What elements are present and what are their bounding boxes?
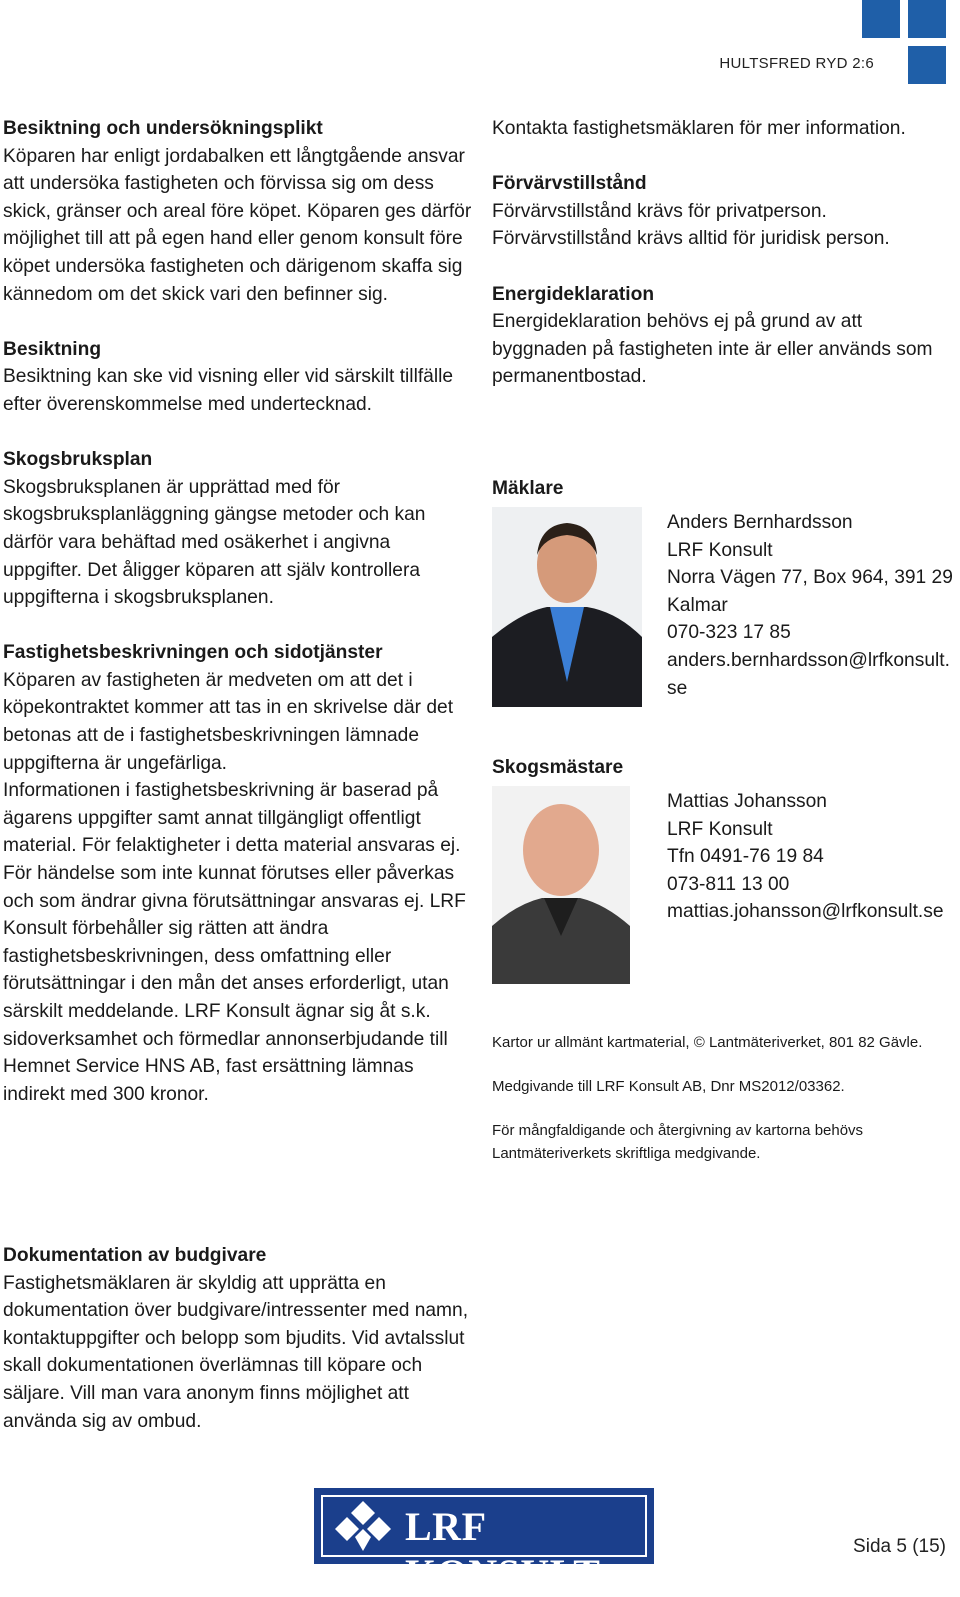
section-besiktning-undersokningsplikt — [3, 115, 473, 308]
agent-role: Mäklare — [492, 478, 564, 499]
agent-maklare — [492, 475, 954, 715]
agent-phone: Tfn 0491-76 19 84 — [667, 846, 824, 868]
map-license-notes — [492, 1031, 954, 1186]
corner-square-bottom-right — [908, 46, 946, 84]
contact-intro-text: Kontakta fastighetsmäklaren för mer information. — [492, 118, 906, 139]
section-fastighetsbeskrivningen — [3, 639, 473, 1108]
section-text: Besiktning kan ske vid visning eller vid särskilt tillfälle efter överenskommelse med undertecknad. — [3, 366, 454, 415]
section-heading: Fastighetsbeskrivningen och sidotjänster — [3, 642, 383, 664]
section-text: Köparen har enligt jordabalken ett långtgående ansvar att undersöka fastigheten och förvissa sig om dess skick, gränser och areal före köpet. Köparen ges därför möjlighet till att på egen hand eller genom konsult före köpet undersöka fastigheten och därigenom skaffa sig kännedom om det skick vari den befinner sig. — [3, 145, 472, 305]
right-column — [492, 115, 954, 419]
section-heading: Energideklaration — [492, 283, 655, 305]
logo-text: LRF KONSULT — [405, 1504, 601, 1596]
corner-square-top-right — [908, 0, 946, 38]
section-skogsbruksplan — [3, 446, 473, 612]
note-text: För mångfaldigande och återgivning av kartorna behövs Lantmäteriverkets skriftliga medgivande. — [492, 1122, 864, 1162]
agent-mobile: 073-811 13 00 — [667, 873, 790, 895]
section-text: Fastighetsmäklaren är skyldig att upprätta en dokumentation över budgivare/intressenter med namn, kontaktuppgifter och belopp som bjudits. Vid avtalsslut skall dokumentationen överlämnas till köpare och säljare. Vill man vara anonym finns möjlighet att använda sig av ombud. — [3, 1272, 469, 1432]
section-heading: Förvärvstillstånd — [492, 173, 647, 195]
agent-photo-anders — [492, 507, 642, 707]
section-text: Förvärvstillstånd krävs för privatperson. Förvärvstillstånd krävs alltid för juridisk person. — [492, 200, 890, 250]
agent-skogsmastare — [492, 754, 954, 994]
agent-role: Skogsmästare — [492, 757, 624, 778]
section-forvarvstillstand — [492, 170, 954, 253]
lrf-konsult-logo — [314, 1488, 654, 1596]
section-text: Energideklaration behövs ej på grund av att byggnaden på fastigheten inte är eller används som permanentbostad. — [492, 311, 933, 388]
portrait-image — [492, 507, 642, 707]
corner-square-top-left — [862, 0, 900, 38]
section-energideklaration — [492, 281, 954, 391]
agent-company: LRF Konsult — [667, 539, 773, 561]
page-number: Sida 5 (15) — [853, 1536, 946, 1557]
section-heading: Dokumentation av budgivare — [3, 1245, 267, 1266]
section-text: Skogsbruksplanen är upprättad med för skogsbruksplanläggning gängse metoder och kan därför vara behäftad med osäkerhet i angivna uppgifter. Det åligger köparen att själv kontrollera uppgifterna i skogsbruksplanen. — [3, 476, 426, 609]
contact-intro — [492, 115, 954, 143]
section-heading: Besiktning och undersökningsplikt — [3, 118, 323, 139]
property-title: HULTSFRED RYD 2:6 — [719, 55, 874, 72]
logo-diamond-icon — [331, 1499, 395, 1553]
section-besiktning — [3, 336, 473, 419]
agent-contact-info — [667, 509, 957, 702]
agent-name: Mattias Johansson — [667, 791, 827, 812]
agent-phone: 070-323 17 85 — [667, 622, 791, 644]
note-text: Medgivande till LRF Konsult AB, Dnr MS2012/03362. — [492, 1078, 845, 1095]
agent-address: Norra Vägen 77, Box 964, 391 29 Kalmar — [667, 567, 953, 616]
portrait-image — [492, 786, 630, 984]
agent-company: LRF Konsult — [667, 818, 773, 840]
section-heading: Besiktning — [3, 338, 102, 360]
agent-photo-mattias — [492, 786, 630, 984]
section-heading: Skogsbruksplan — [3, 449, 153, 471]
note-text: Kartor ur allmänt kartmaterial, © Lantmäteriverket, 801 82 Gävle. — [492, 1034, 923, 1051]
section-text: Informationen i fastighetsbeskrivning är baserad på ägarens uppgifter samt annat tillgängligt offentligt material. För felaktigheter i detta material ansvaras ej. För händelse som inte kunnat förutses eller påverkas och som ändrar givna förutsättningar ansvaras ej. LRF Konsult förbehåller sig rätten att ändra fastighetsbeskrivningen, dess omfattning eller förutsättningar i den mån det anses erforderligt, utan särskilt meddelande. LRF Konsult ägnar sig åt s.k. sidoverksamhet och förmedlar annonserbjudande till Hemnet Service HNS AB, fast ersättning lämnas indirekt med 300 kronor. — [3, 780, 466, 1105]
agent-name: Anders Bernhardsson — [667, 512, 853, 533]
left-column — [3, 115, 473, 1136]
agent-email: mattias.johansson@lrfkonsult.se — [667, 901, 944, 923]
section-dokumentation-budgivare — [3, 1242, 473, 1435]
agent-email: anders.bernhardsson@lrfkonsult.se — [667, 649, 950, 699]
agent-contact-info — [667, 788, 957, 926]
section-text: Köparen av fastigheten är medveten om att det i köpekontraktet kommer att tas in en skrivelse där det betonas att de i fastighetsbeskrivningen lämnade uppgifterna är ungefärliga. — [3, 669, 454, 774]
